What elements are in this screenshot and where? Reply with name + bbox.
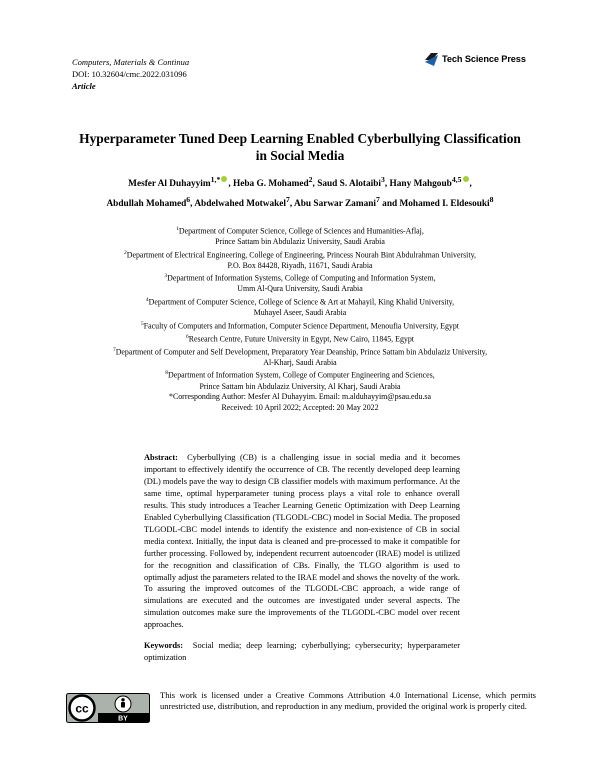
author-sup: 7: [286, 195, 290, 205]
author-name: Hany Mahgoub: [389, 179, 452, 190]
publisher-mark-icon: [423, 51, 440, 68]
article-type: Article: [72, 81, 96, 91]
author-sup: 3: [381, 175, 385, 184]
abstract-label: Abstract:: [144, 453, 178, 462]
journal-name: Computers, Materials & Continua: [72, 57, 190, 67]
affiliation-1: $^1$Department of Computer Science, College of Sciences and Humanities-Aflaj,: [176, 226, 424, 236]
affiliation-7: $^7$Department of Computer and Self Development, Preparatory Year Deanship, Prince Sattam bin Abdulaziz University,: [112, 346, 488, 357]
cc-by-license-icon[interactable]: [66, 693, 150, 723]
author-sup: 1,*: [210, 175, 221, 184]
author-name: Abu Sarwar Zamani: [294, 199, 376, 210]
author-name: Abdullah Mohamed: [106, 199, 187, 210]
abstract: [144, 452, 460, 631]
affiliation-3: $^3$Department of Information Systems, College of Computing and Information System,: [164, 273, 436, 283]
corresponding-author: *Corresponding Author: Mesfer Al Duhayyim. Email: m.alduhayyim@psau.edu.sa: [169, 392, 431, 401]
affiliation-8-cont: Prince Sattam bin Abdulaziz University, Al Kharj, Saudi Arabia: [199, 381, 401, 391]
publisher-logo: [423, 50, 526, 68]
affiliation-3-cont: Umm Al-Qura University, Saudi Arabia: [237, 284, 363, 294]
journal-header: [72, 56, 189, 92]
paper-title: [60, 130, 540, 164]
author-name: Heba G. Mohamed: [232, 179, 309, 190]
abstract-text: Cyberbullying (CB) is a challenging issue in social media and it becomes important to effectively identify the occurrence of CB. The recently developed deep learning (DL) models pave the way to design CB classifier models with maximum performance. At the same time, optimal hyperparameter tuning process plays a vital role to enhance overall results. This study introduces a Teacher Learning Genetic Optimization with Deep Learning Enabled Cyberbullying Classification (TLGODL-CBC) model in Social Media. The proposed TLGODL-CBC model intends to identify the existence and non-existence of CB in social media context. Initially, the input data is cleaned and pre-processed to make it compatible for further processing. Followed by, independent recurrent autoencoder (IRAE) model is utilized for the recognition and classification of CBs. Finally, the TLGO algorithm is used to optimally adjust the parameters related to the IRAE model and shows the novelty of the work. To assuring the improved outcomes of the TLGODL-CBC approach, a wide range of simulations are executed and the outcomes are investigated under several aspects. The simulation outcomes make sure the improvements of the TLGODL-CBC model over recent approaches.: [144, 453, 460, 630]
cc-badge-label: cc: [75, 701, 89, 716]
affiliation-4: $^4$Department of Computer Science, College of Science & Art at Mahayil, King Khalid University,: [145, 296, 455, 307]
orcid-icon[interactable]: [221, 176, 227, 182]
affiliation-5: $^5$Faculty of Computers and Information, Computer Science Department, Menoufia University, Egypt: [140, 320, 459, 331]
affiliation-7-cont: Al-Kharj, Saudi Arabia: [263, 357, 337, 367]
author-sup: 4,5: [451, 175, 462, 184]
affiliation-1-cont: Prince Sattam bin Abdulaziz University, Saudi Arabia: [215, 237, 385, 247]
title-line-1: Hyperparameter Tuned Deep Learning Enabled Cyberbullying Classification: [79, 131, 521, 146]
affiliation-8: $^8$Department of Information System, College of Computer Engineering and Sciences,: [165, 370, 435, 380]
author-name: Abdelwahed Motwakel: [194, 199, 286, 210]
publisher-name: Tech Science Press: [442, 54, 526, 64]
author-line-1: Mesfer Al Duhayyim$^{1,*}$ , Heba G. Mohamed$^2$, Saud S. Alotaibi$^3$, Hany Mahgoub$^{4,5}$ ,: [128, 175, 472, 190]
author-sup: 2: [308, 175, 313, 184]
keywords-text: Social media; deep learning; cyberbullying; cybersecurity; hyperparameter optimization: [144, 641, 461, 662]
orcid-icon[interactable]: [463, 176, 469, 182]
author-name: Saud S. Alotaibi: [317, 179, 382, 190]
title-line-2: in Social Media: [255, 148, 345, 163]
by-badge-label: BY: [118, 715, 128, 723]
license-block: [66, 690, 536, 730]
affiliations: [40, 224, 560, 413]
affiliation-2: $^2$Department of Electrical Engineering, College of Engineering, Princess Nourah Bint Abdulrahman University,: [124, 249, 476, 260]
author-list: [48, 172, 552, 212]
author-sup: 6: [186, 195, 191, 205]
license-text: This work is licensed under a Creative Commons Attribution 4.0 International License, which permits unrestricted use, distribution, and reproduction in any medium, provided the original work is properly cited.: [160, 690, 536, 712]
author-name: Mesfer Al Duhayyim: [128, 179, 211, 190]
keywords: [144, 640, 460, 664]
author-sup: 7: [375, 195, 380, 205]
keywords-label: Keywords:: [144, 641, 184, 650]
received-dates: Received: 10 April 2022; Accepted: 20 May 2022: [221, 402, 379, 412]
author-line-2: Abdullah Mohamed$^6$, Abdelwahed Motwakel$^7$, Abu Sarwar Zamani$^7$ and Mohamed I. Eldesouki$^8$: [106, 195, 494, 210]
affiliation-4-cont: Muhayel Aseer, Saudi Arabia: [253, 308, 347, 317]
author-name: Mohamed I. Eldesouki: [399, 199, 490, 210]
author-sup: 8: [489, 195, 494, 205]
doi[interactable]: DOI: 10.32604/cmc.2022.031096: [72, 69, 187, 79]
affiliation-2-cont: P.O. Box 84428, Riyadh, 11671, Saudi Arabia: [227, 260, 373, 270]
affiliation-6: $^6$Research Centre, Future University in Egypt, New Cairo, 11845, Egypt: [186, 333, 414, 344]
